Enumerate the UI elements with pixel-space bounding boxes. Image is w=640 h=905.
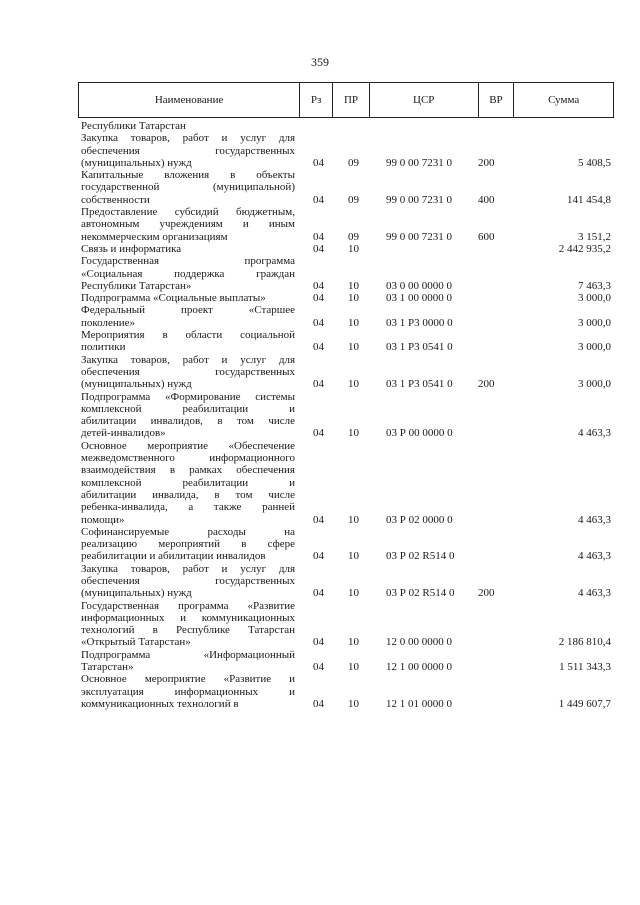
row-name-line: «Открытый Татарстан» (81, 636, 191, 649)
page-number: 359 (311, 55, 329, 69)
table-row (0, 391, 640, 440)
row-name-line: обеспечения государственных (81, 144, 295, 157)
row-name (81, 292, 295, 304)
row-rz: 04 (313, 587, 324, 600)
row-name-line: реабилитации и абилитации инвалидов (81, 550, 266, 563)
row-csr: 12 1 01 0000 0 (386, 697, 452, 710)
row-sum: 7 463,3 (578, 279, 611, 292)
row-csr: 99 0 00 7231 0 (386, 230, 452, 243)
row-csr: 12 1 00 0000 0 (386, 661, 452, 674)
row-rz: 04 (313, 292, 324, 305)
row-name (81, 526, 295, 563)
row-name-line: эксплуатация информационных и (81, 685, 295, 698)
row-name-line: ребенка-инвалида, а также ранней (81, 501, 295, 514)
table-row (0, 206, 640, 243)
table-row (0, 354, 640, 391)
row-name-line: комплексной реабилитации и (81, 476, 295, 489)
row-name-line: Подпрограмма «Социальные выплаты» (81, 292, 266, 305)
row-name-line: Закупка товаров, работ и услуг для (81, 132, 295, 145)
header-name: Наименование (79, 83, 300, 117)
row-pr: 10 (348, 636, 359, 649)
row-sum: 141 454,8 (567, 193, 611, 206)
row-pr: 10 (348, 661, 359, 674)
row-pr: 10 (348, 378, 359, 391)
row-name (81, 673, 295, 710)
row-rz: 04 (313, 661, 324, 674)
row-name (81, 354, 295, 391)
row-name-line: абилитации инвалидов, в том числе (81, 415, 295, 428)
row-csr: 03 Р 02 R514 0 (386, 550, 455, 563)
row-name (81, 440, 295, 526)
row-name-line: Государственная программа (81, 255, 295, 268)
row-name-line: Закупка товаров, работ и услуг для (81, 562, 295, 575)
row-pr: 10 (348, 587, 359, 600)
row-name-line: Основное мероприятие «Обеспечение (81, 439, 295, 452)
row-sum: 3 000,0 (578, 292, 611, 305)
row-name-line: Софинансируемые расходы на (81, 525, 295, 538)
row-sum: 1 449 607,7 (558, 697, 611, 710)
table-body (0, 120, 640, 710)
row-name (81, 255, 295, 292)
row-name-line: Федеральный проект «Старшее (81, 304, 295, 317)
row-csr: 03 1 P3 0000 0 (386, 316, 453, 329)
row-name-line: (муниципальных) нужд (81, 587, 192, 600)
table-row (0, 255, 640, 292)
row-name-line: политики (81, 341, 126, 354)
row-pr: 10 (348, 513, 359, 526)
table-row (0, 304, 640, 329)
row-name-line: абилитации инвалида, в том числе (81, 488, 295, 501)
row-name-line: «Социальная поддержка граждан (81, 267, 295, 280)
table-row (0, 440, 640, 526)
row-name-line: Связь и информатика (81, 242, 182, 255)
header-pr: ПР (333, 83, 370, 117)
row-vr: 600 (478, 230, 495, 243)
row-vr: 200 (478, 156, 495, 169)
row-sum: 3 000,0 (578, 341, 611, 354)
row-sum: 4 463,3 (578, 587, 611, 600)
row-name-line: Закупка товаров, работ и услуг для (81, 353, 295, 366)
row-name-line: коммуникационных технологий в (81, 697, 239, 710)
row-name (81, 329, 295, 354)
row-csr: 03 1 P3 0541 0 (386, 378, 453, 391)
row-name-line: Основное мероприятие «Развитие и (81, 673, 295, 686)
row-name-line: взаимодействия в рамках обеспечения (81, 464, 295, 477)
row-name (81, 206, 295, 243)
row-sum: 4 463,3 (578, 550, 611, 563)
row-sum: 2 442 935,2 (558, 242, 611, 255)
row-name-line: собственности (81, 193, 150, 206)
header-sum: Сумма (548, 94, 580, 106)
row-rz: 04 (313, 550, 324, 563)
row-rz: 04 (313, 242, 324, 255)
row-name-line: государственной (муниципальной) (81, 181, 295, 194)
table-row (0, 292, 640, 304)
row-rz: 04 (313, 636, 324, 649)
row-csr: 99 0 00 7231 0 (386, 193, 452, 206)
row-name-line: комплексной реабилитации и (81, 402, 295, 415)
row-name-line: некоммерческим организациям (81, 230, 228, 243)
row-name-line: Подпрограмма «Формирование системы (81, 390, 295, 403)
row-sum: 3 151,2 (578, 230, 611, 243)
row-pr: 09 (348, 156, 359, 169)
row-sum: 4 463,3 (578, 513, 611, 526)
row-name (81, 649, 295, 674)
row-rz: 04 (313, 341, 324, 354)
row-name-line: поколение» (81, 316, 136, 329)
row-name-line: обеспечения государственных (81, 575, 295, 587)
row-name-line: помощи» (81, 513, 125, 526)
row-pr: 09 (348, 193, 359, 206)
row-pr: 10 (348, 279, 359, 292)
row-csr: 12 0 00 0000 0 (386, 636, 452, 649)
row-name-line: (муниципальных) нужд (81, 156, 192, 169)
row-csr: 03 Р 00 0000 0 (386, 427, 453, 440)
row-sum: 2 186 810,4 (558, 636, 611, 649)
row-sum: 3 000,0 (578, 378, 611, 391)
row-csr: 03 1 P3 0541 0 (386, 341, 453, 354)
row-name-line: реализацию мероприятий в сфере (81, 538, 295, 551)
row-rz: 04 (313, 193, 324, 206)
table-row (0, 169, 640, 206)
row-name-line: обеспечения государственных (81, 365, 295, 378)
row-pr: 10 (348, 341, 359, 354)
row-name (81, 132, 295, 169)
row-csr: 03 0 00 0000 0 (386, 279, 452, 292)
row-name-line: автономным учреждениям и иным (81, 218, 295, 231)
row-sum: 3 000,0 (578, 316, 611, 329)
row-rz: 04 (313, 156, 324, 169)
row-pr: 10 (348, 292, 359, 305)
table-row (0, 329, 640, 354)
table-row (0, 120, 640, 132)
row-sum: 4 463,3 (578, 427, 611, 440)
row-name-line: Капитальные вложения в объекты (81, 169, 295, 182)
row-csr: 03 Р 02 R514 0 (386, 587, 455, 600)
row-vr: 200 (478, 378, 495, 391)
row-csr: 99 0 00 7231 0 (386, 156, 452, 169)
row-rz: 04 (313, 378, 324, 391)
row-name-line: технологий в Республике Татарстан (81, 624, 295, 637)
row-pr: 10 (348, 427, 359, 440)
row-pr: 10 (348, 242, 359, 255)
row-vr: 200 (478, 587, 495, 600)
table-row (0, 526, 640, 563)
header-csr: ЦСР (370, 83, 479, 117)
row-rz: 04 (313, 279, 324, 292)
row-name (81, 600, 295, 649)
row-rz: 04 (313, 230, 324, 243)
table-row (0, 563, 640, 600)
row-name (81, 120, 295, 132)
row-pr: 09 (348, 230, 359, 243)
row-name-line: Татарстан» (81, 661, 134, 674)
row-vr: 400 (478, 193, 495, 206)
header-vr: ВР (479, 83, 515, 117)
row-name-line: Предоставление субсидий бюджетным, (81, 206, 295, 219)
row-name-line: Мероприятия в области социальной (81, 329, 295, 342)
header-rz: Рз (300, 83, 333, 117)
row-sum: 1 511 343,3 (559, 661, 611, 674)
row-name-line: детей-инвалидов» (81, 427, 166, 440)
row-name-line: Республики Татарстан (81, 120, 186, 132)
row-rz: 04 (313, 513, 324, 526)
row-name (81, 169, 295, 206)
table-row (0, 673, 640, 710)
row-rz: 04 (313, 427, 324, 440)
row-name-line: (муниципальных) нужд (81, 378, 192, 391)
table-row (0, 600, 640, 649)
row-name-line: Республики Татарстан» (81, 279, 192, 292)
table-row (0, 649, 640, 674)
row-csr: 03 Р 02 0000 0 (386, 513, 453, 526)
table-header (78, 82, 614, 118)
row-rz: 04 (313, 697, 324, 710)
table-row (0, 243, 640, 255)
row-pr: 10 (348, 316, 359, 329)
row-sum: 5 408,5 (578, 156, 611, 169)
row-name (81, 563, 295, 600)
row-name-line: информационных и коммуникационных (81, 611, 295, 624)
row-pr: 10 (348, 697, 359, 710)
row-name-line: межведомственного информационного (81, 452, 295, 465)
row-name-line: Подпрограмма «Информационный (81, 648, 295, 661)
row-name (81, 391, 295, 440)
row-name (81, 243, 295, 255)
row-pr: 10 (348, 550, 359, 563)
row-csr: 03 1 00 0000 0 (386, 292, 452, 305)
row-name (81, 304, 295, 329)
table-row (0, 132, 640, 169)
row-name-line: Государственная программа «Развитие (81, 599, 295, 612)
row-rz: 04 (313, 316, 324, 329)
